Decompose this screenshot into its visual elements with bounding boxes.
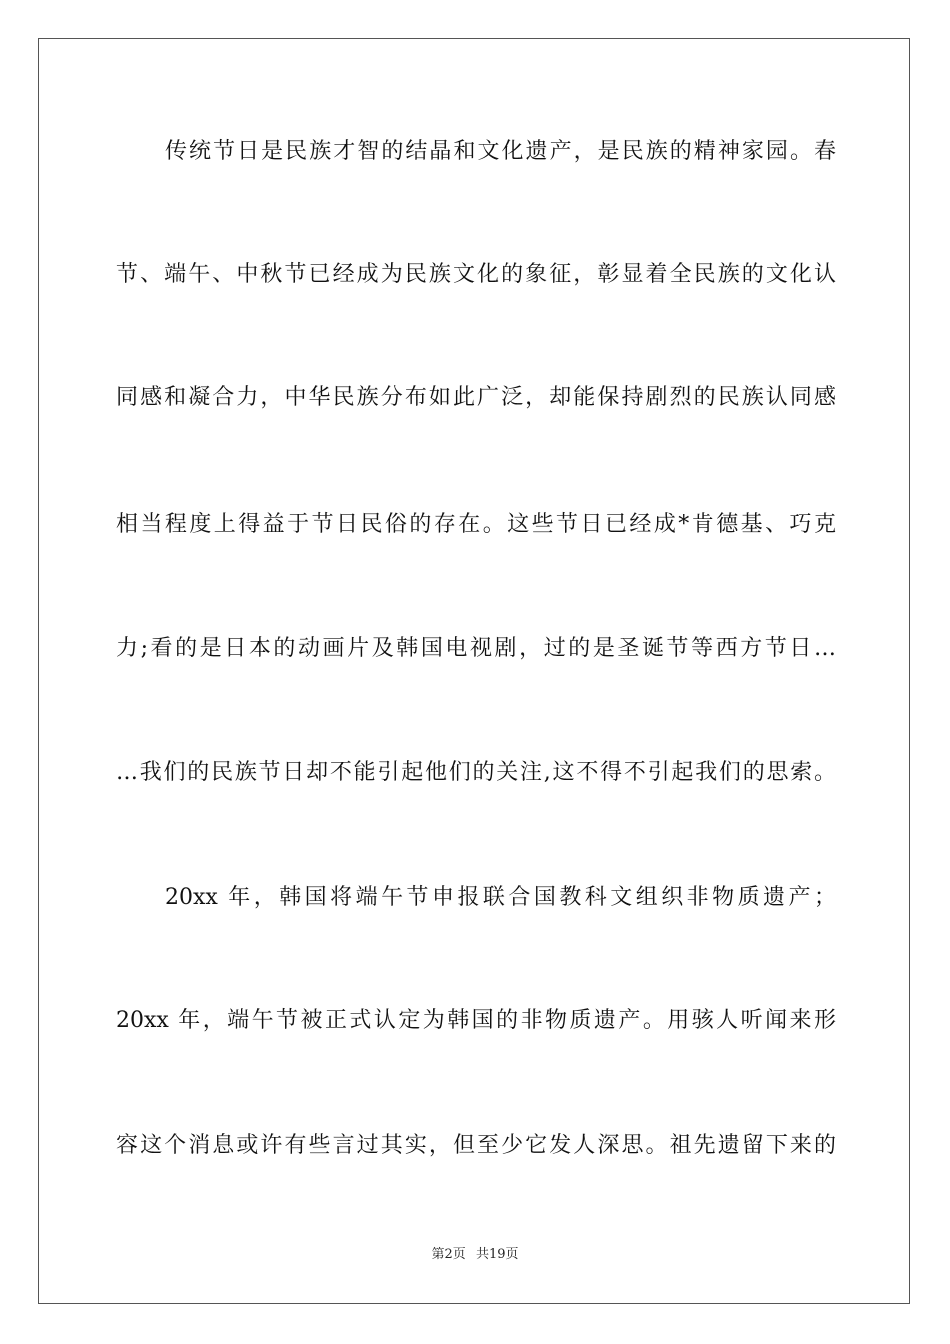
page-number: 第2页 <box>431 1247 466 1262</box>
paragraph-2-line-2: 20xx 年，端午节被正式认定为韩国的非物质遗产。用骇人听闻来形 <box>116 1008 836 1033</box>
paragraph-1-line-1: 传统节日是民族才智的结晶和文化遗产，是民族的精神家园。春 <box>165 139 836 164</box>
paragraph-2-line-3: 容这个消息或许有些言过其实，但至少它发人深思。祖先遗留下来的 <box>116 1133 836 1158</box>
page-border <box>38 38 910 1304</box>
page-total: 共19页 <box>475 1247 519 1262</box>
paragraph-2-line-1: 20xx 年，韩国将端午节申报联合国教科文组织非物质遗产； <box>165 885 836 910</box>
paragraph-1-line-4: 相当程度上得益于节日民俗的存在。这些节日已经成*肯德基、巧克 <box>116 512 836 537</box>
paragraph-1-line-5: 力;看的是日本的动画片及韩国电视剧，过的是圣诞节等西方节日… <box>116 636 836 661</box>
page-footer <box>0 1243 950 1262</box>
paragraph-1-line-6: …我们的民族节日却不能引起他们的关注,这不得不引起我们的思索。 <box>116 760 836 785</box>
paragraph-1-line-3: 同感和凝合力，中华民族分布如此广泛，却能保持剧烈的民族认同感 <box>116 385 836 410</box>
paragraph-1-line-2: 节、端午、中秋节已经成为民族文化的象征，彰显着全民族的文化认 <box>116 262 836 287</box>
